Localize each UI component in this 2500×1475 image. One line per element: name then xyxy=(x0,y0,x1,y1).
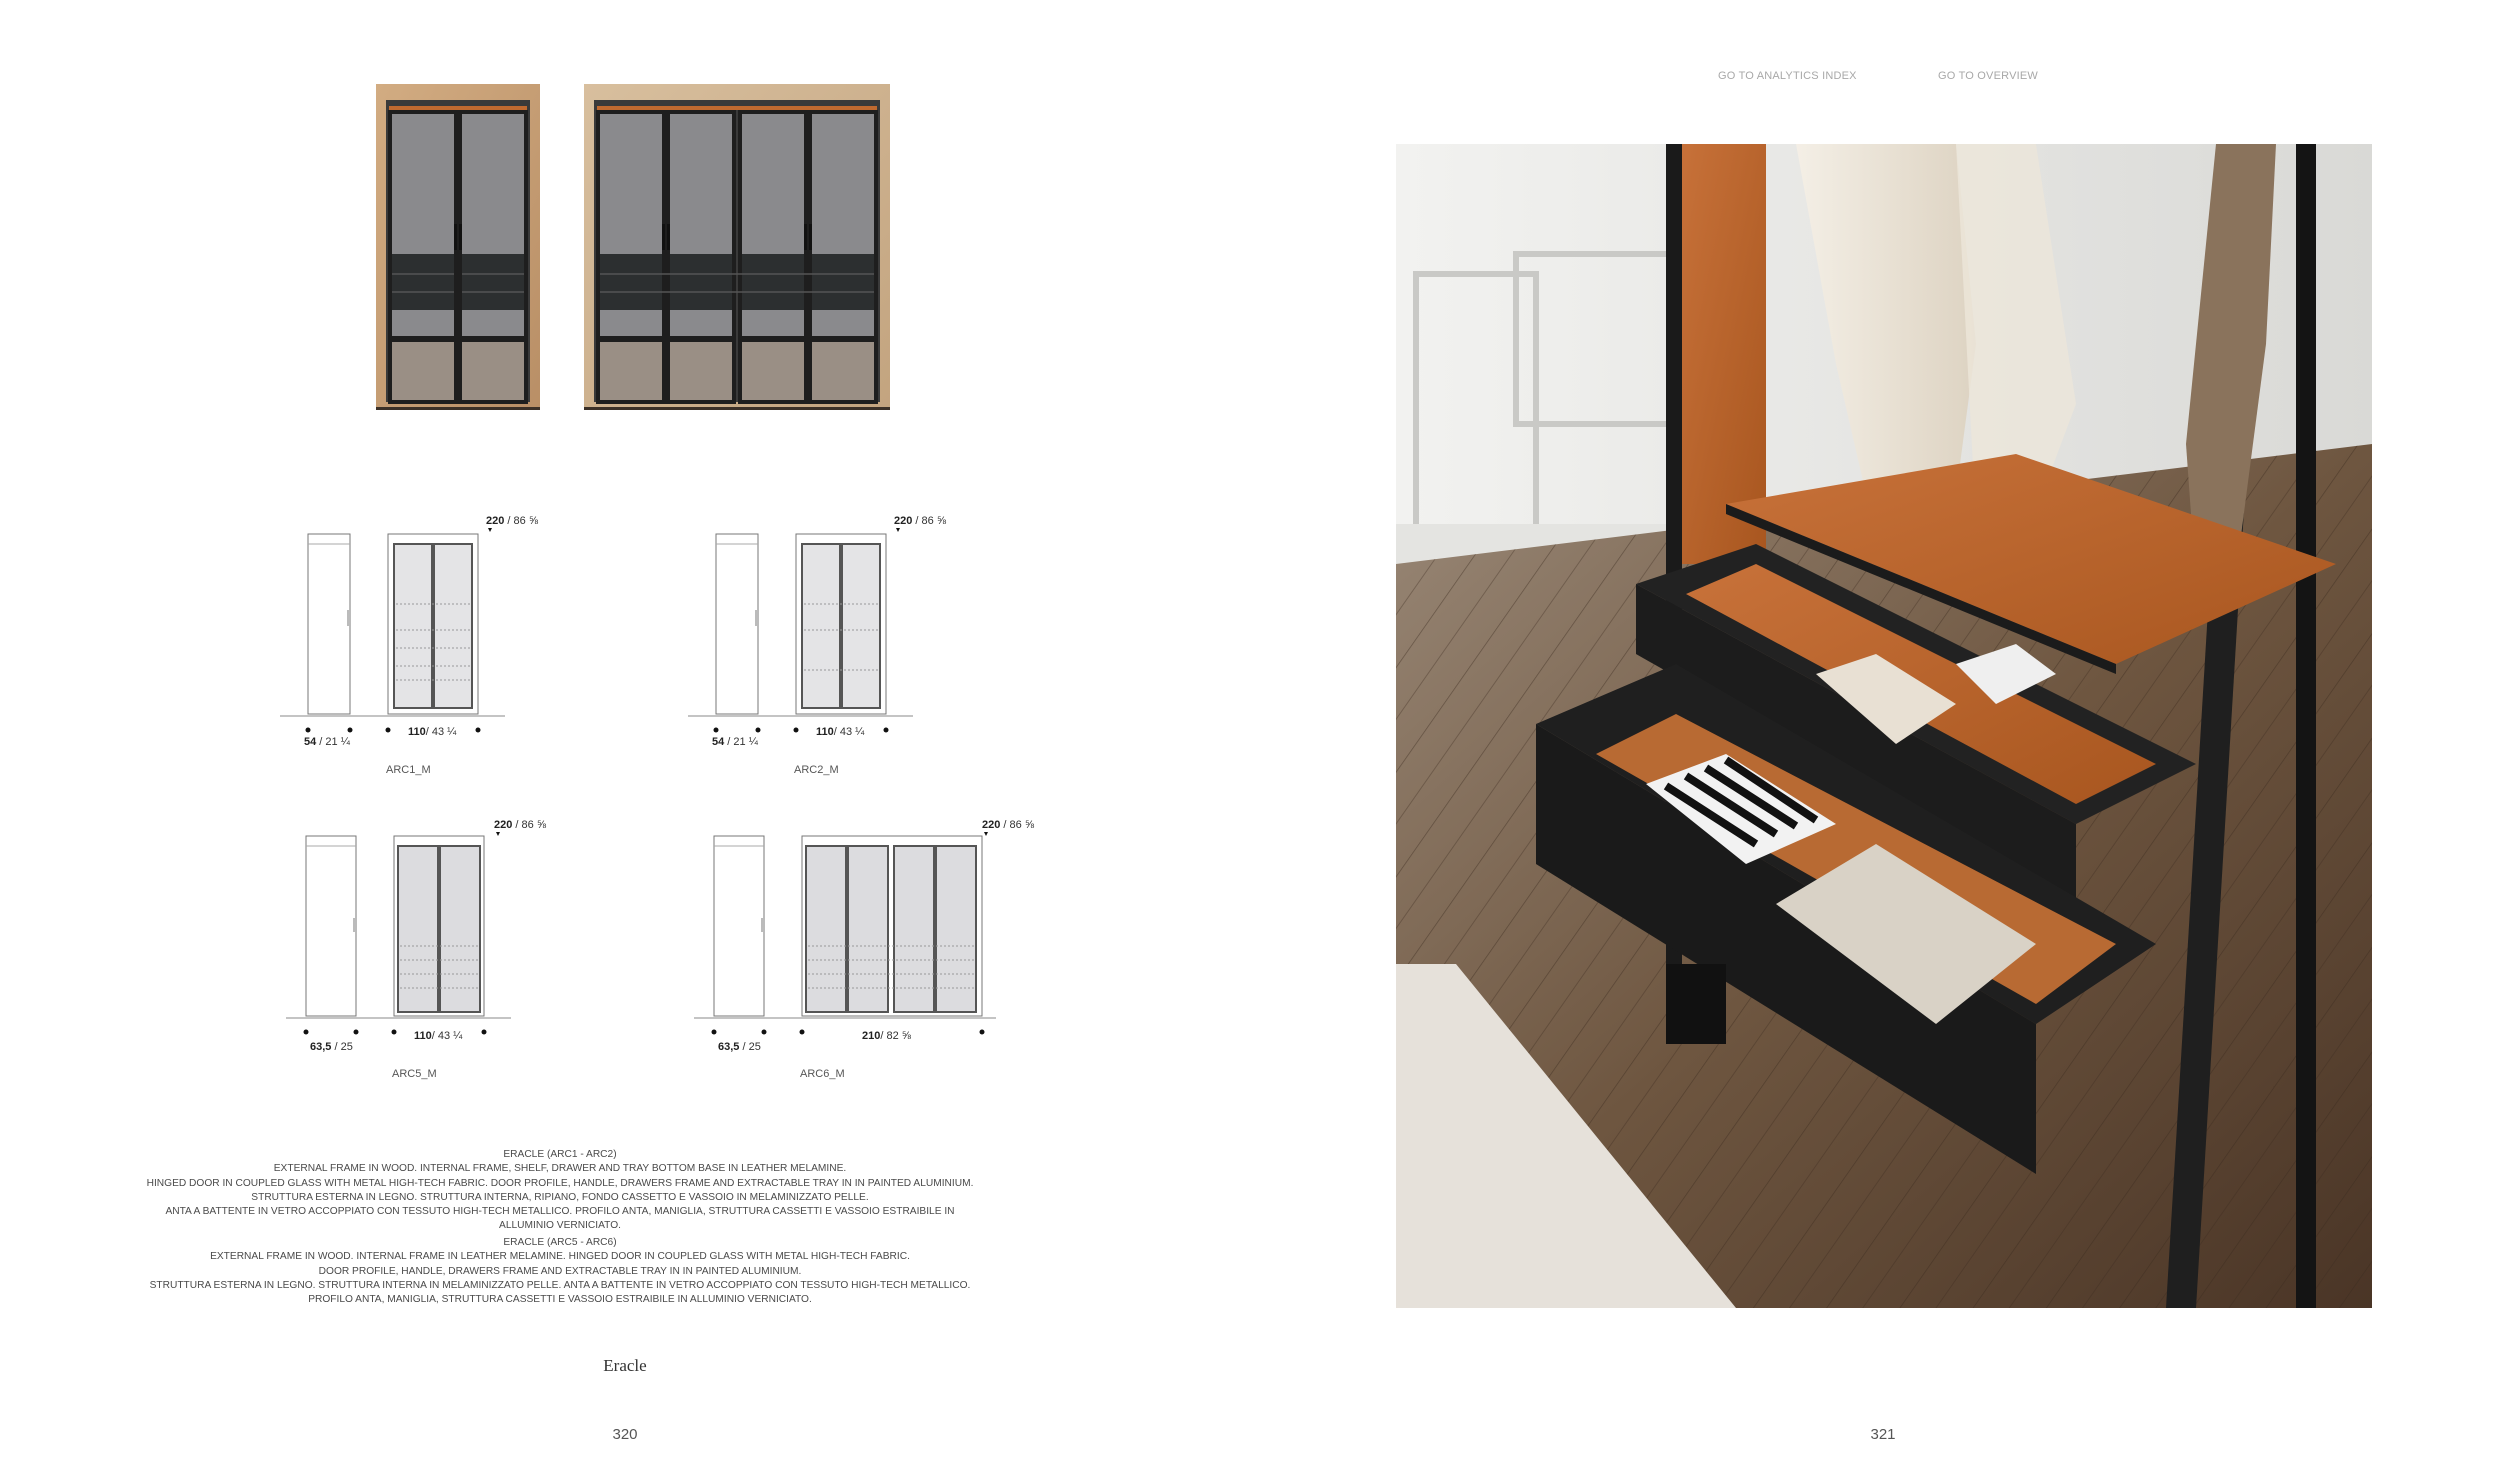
wardrobe-lifestyle-photo xyxy=(1396,144,2372,1308)
description-heading: ERACLE (ARC1 - ARC2) xyxy=(503,1149,617,1160)
description-line: EXTERNAL FRAME IN WOOD. INTERNAL FRAME, SHELF, DRAWER AND TRAY BOTTOM BASE IN LEATHER MELAMINE. xyxy=(273,1163,847,1175)
depth-dimension: 54 / 21 ¼ xyxy=(304,736,350,748)
width-dimension: 210/ 82 ⅝ xyxy=(862,1030,911,1042)
description-line: PROFILO ANTA, MANIGLIA, STRUTTURA CASSETTI E VASSOIO ESTRAIBILE IN ALLUMINIO VERNICIATO. xyxy=(308,1294,812,1306)
width-dimension: 110/ 43 ¼ xyxy=(408,726,457,738)
product-description-arc1-arc2 xyxy=(140,1148,980,1234)
depth-dimension: 54 / 21 ¼ xyxy=(712,736,758,748)
description-line: HINGED DOOR IN COUPLED GLASS WITH METAL HIGH-TECH FABRIC. DOOR PROFILE, HANDLE, DRAWERS FRAME AND EXTRACTABLE TRAY IN IN PAINTED ALUMINIUM. xyxy=(146,1177,974,1189)
depth-dimension: 63,5 / 25 xyxy=(718,1041,761,1053)
model-code: ARC6_M xyxy=(800,1068,845,1080)
page-number-left: 320 xyxy=(612,1426,638,1443)
technical-drawing-arc1 xyxy=(280,530,520,730)
description-heading: ERACLE (ARC5 - ARC6) xyxy=(503,1237,617,1248)
depth-dimension: 63,5 / 25 xyxy=(310,1041,353,1053)
wardrobe-render-two-door xyxy=(376,84,540,410)
height-dimension: 220 / 86 ⅝ xyxy=(894,515,946,527)
width-dimension: 110/ 43 ¼ xyxy=(414,1030,463,1042)
page-number-right: 321 xyxy=(1870,1426,1896,1443)
height-dimension: 220 / 86 ⅝ xyxy=(982,819,1034,831)
description-line: EXTERNAL FRAME IN WOOD. INTERNAL FRAME IN LEATHER MELAMINE. HINGED DOOR IN COUPLED GLASS WITH METAL HIGH-TECH FABRIC. xyxy=(210,1251,910,1263)
model-code: ARC5_M xyxy=(392,1068,437,1080)
description-line: STRUTTURA ESTERNA IN LEGNO. STRUTTURA INTERNA IN MELAMINIZZATO PELLE. ANTA A BATTENTE IN VETRO ACCOPPIATO CON TESSUTO HIGH-TECH METALLICO. xyxy=(149,1279,971,1291)
technical-drawing-arc6 xyxy=(694,836,1004,1036)
technical-drawing-arc5 xyxy=(286,836,526,1036)
description-line: DOOR PROFILE, HANDLE, DRAWERS FRAME AND EXTRACTABLE TRAY IN IN PAINTED ALUMINIUM. xyxy=(318,1265,802,1277)
height-dimension: 220 / 86 ⅝ xyxy=(494,819,546,831)
wardrobe-render-four-door xyxy=(584,84,890,410)
product-description-arc5-arc6 xyxy=(140,1236,980,1307)
description-line: STRUTTURA ESTERNA IN LEGNO. STRUTTURA INTERNA, RIPIANO, FONDO CASSETTO E VASSOIO IN MELAMINIZZATO PELLE. xyxy=(251,1191,869,1203)
height-dimension: 220 / 86 ⅝ xyxy=(486,515,538,527)
go-to-overview-link[interactable]: GO TO OVERVIEW xyxy=(1938,70,2038,82)
description-line: ANTA A BATTENTE IN VETRO ACCOPPIATO CON TESSUTO HIGH-TECH METALLICO. PROFILO ANTA, MANIGLIA, STRUTTURA CASSETTI E VASSOIO ESTRAIBILE IN ALLUMINIO VERNICIATO. xyxy=(165,1206,955,1232)
model-code: ARC1_M xyxy=(386,764,431,776)
width-dimension: 110/ 43 ¼ xyxy=(816,726,865,738)
go-to-analytics-index-link[interactable]: GO TO ANALYTICS INDEX xyxy=(1718,70,1857,82)
model-code: ARC2_M xyxy=(794,764,839,776)
technical-drawing-arc2 xyxy=(688,530,928,730)
product-title: Eracle xyxy=(603,1356,647,1375)
